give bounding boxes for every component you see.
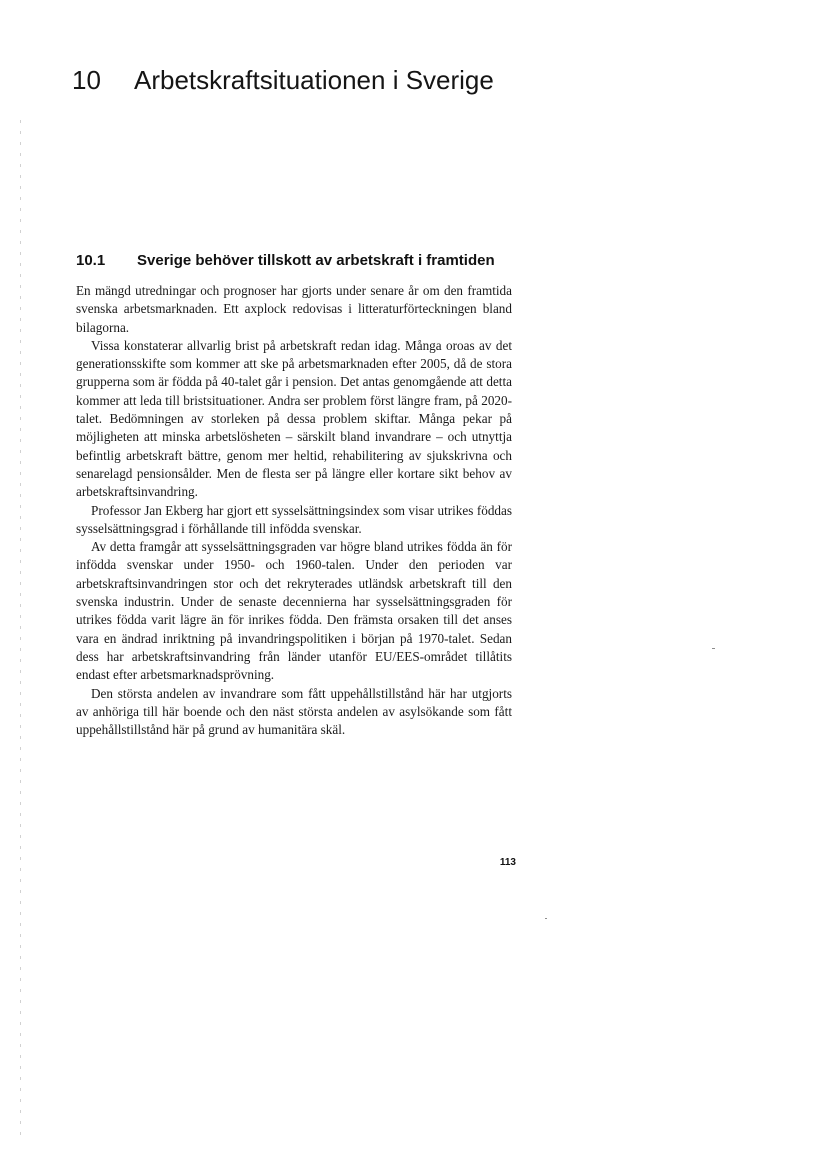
section-heading (76, 250, 546, 272)
chapter-title-text: Arbetskraftsituationen i Sverige (134, 65, 494, 95)
body-text (76, 282, 512, 739)
section-number: 10.1 (76, 252, 106, 269)
chapter-number: 10 (72, 65, 101, 95)
paragraph: Den största andelen av invandrare som fått uppehållstillstånd här har utgjorts av anhöriga till här boende och den näst största andelen av asylsökande som fått uppehållstillstånd här på grund av humanitära skäl. (76, 685, 512, 738)
section-title-text: Sverige behöver tillskott av arbetskraft i framtiden (137, 252, 495, 269)
scan-edge-shadow (20, 120, 21, 1140)
chapter-title (72, 62, 772, 98)
page-number: 113 (499, 857, 516, 868)
paragraph: Vissa konstaterar allvarlig brist på arbetskraft redan idag. Många oroas av det generationsskifte som kommer att ske på arbetsmarknaden efter 2005, då de stora grupperna som är födda på 40-talet går i pension. Det antas genomgående att detta kommer att leda till bristsituationer. Andra ser problem först längre fram, på 2020-talet. Bedömningen av storleken på dessa problem skiftar. Många pekar på möjligheten att minska arbetslösheten – särskilt bland invandrare – och utnyttja befintlig arbetskraft bättre, genom mer heltid, rehabilitering av sjukskrivna och senarelagd pensionsålder. Men de flesta ser på längre eller kortare sikt behov av arbetskraftsinvandring. (76, 337, 512, 500)
paragraph: Av detta framgår att sysselsättningsgraden var högre bland utrikes födda än för infödda svenskar under 1950- och 1960-talen. Under den perioden var arbetskraftsinvandringen stor och det rekryterades utländsk arbetskraft till den svenska industrin. Under de senaste decennierna har sysselsättningsgraden för utrikes födda varit lägre än för inrikes födda. Den främsta orsaken till det anses vara en ändrad inriktning på invandringspolitiken i början på 1970-talet. Sedan dess har arbetskraftsinvandring från länder utanför EU/EES-området tillåtits endast efter arbetsmarknadsprövning. (76, 539, 512, 683)
paragraph: Professor Jan Ekberg har gjort ett sysselsättningsindex som visar utrikes föddas sysselsättningsgrad i förhållande till infödda svenskar. (76, 502, 512, 536)
scan-speck (712, 648, 715, 649)
paragraph: En mängd utredningar och prognoser har gjorts under senare år om den framtida svenska arbetsmarknaden. Ett axplock redovisas i litteraturförteckningen bland bilagorna. (76, 283, 512, 335)
scan-speck (545, 918, 547, 919)
